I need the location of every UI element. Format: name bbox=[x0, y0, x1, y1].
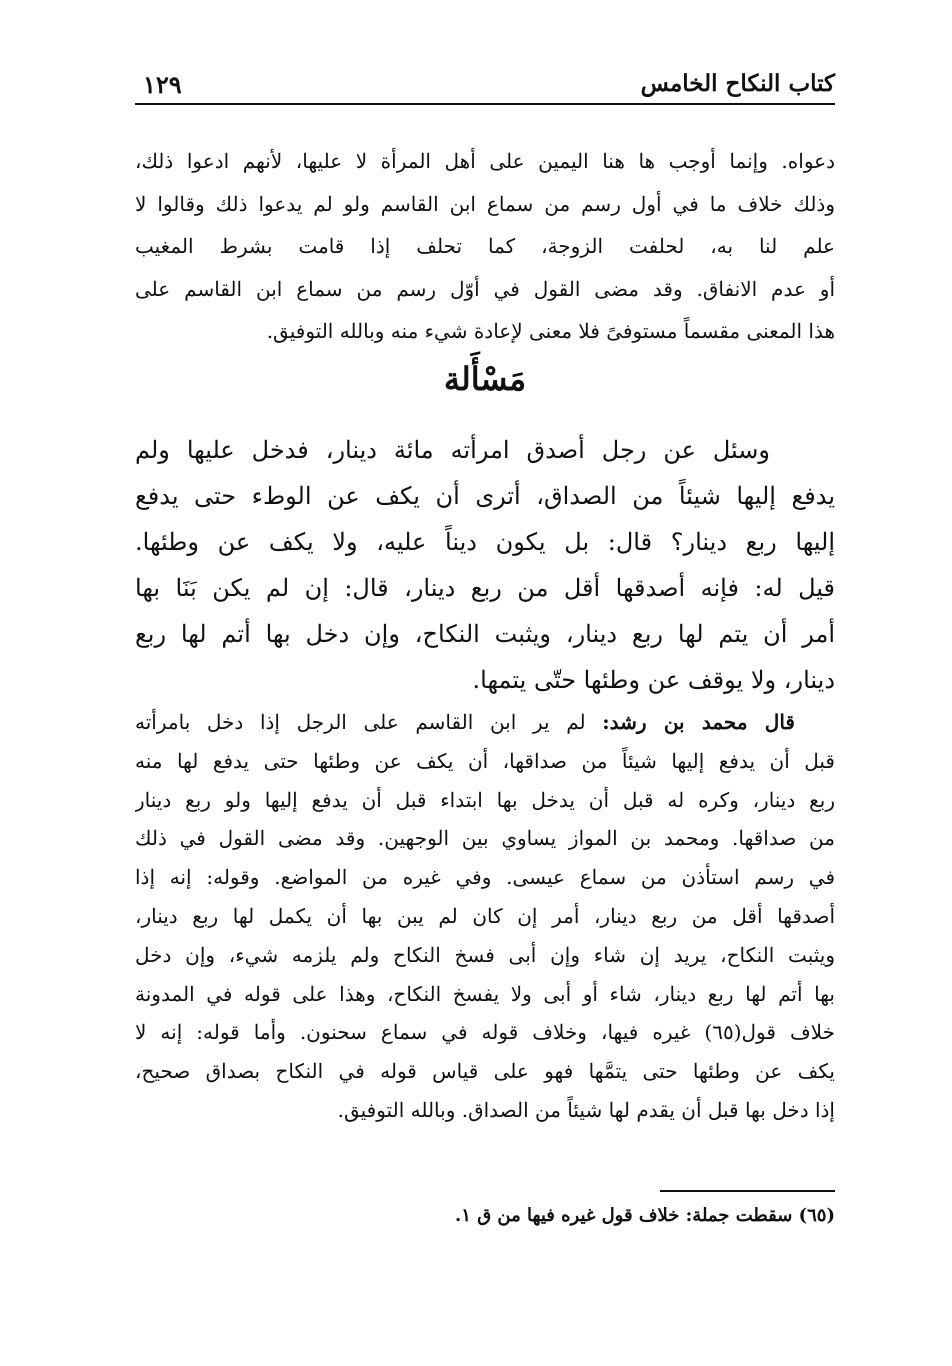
commentary-first-line: لم ير ابن القاسم على الرجل إذا دخل بامرأته bbox=[135, 710, 603, 734]
header-divider bbox=[135, 103, 835, 105]
section-heading: مَسْأَلة bbox=[443, 360, 527, 398]
text-line: أو عدم الانفاق. وقد مضى القول في أوّل رسم من سماع ابن القاسم على bbox=[135, 276, 835, 301]
footnote: (٦٥) سقطت جملة: خلاف قول غيره فيها من ق ١. bbox=[454, 1205, 835, 1226]
intro-paragraph bbox=[135, 140, 835, 353]
text-line: ويثبت النكاح، يريد إن شاء وإن أبى فسخ النكاح ولم يلزمه شيء، وإن دخل bbox=[135, 942, 835, 967]
page-header bbox=[135, 62, 835, 102]
text-line: أمر أن يتم لها ربع دينار، ويثبت النكاح، وإن دخل بها أتم لها ربع bbox=[135, 620, 835, 648]
text-line: قبل أن يدفع إليها شيئاً من صداقها، أن يكف عن وطئها حتى يدفع لها منه bbox=[135, 748, 835, 773]
text-line: في رسم استأذن من سماع عيسى. وفي غيره من المواضع. وقوله: إنه إذا bbox=[135, 865, 835, 890]
text-line bbox=[135, 703, 835, 742]
text-line: وسئل عن رجل أصدق امرأته مائة دينار، فدخل عليها ولم bbox=[135, 436, 770, 464]
text-line: إليها ربع دينار؟ قال: بل يكون ديناً عليه، ولا يكف عن وطئها. bbox=[135, 528, 835, 556]
commentary-lead: قال محمد بن رشد: bbox=[602, 710, 795, 734]
page-number: ١٢٩ bbox=[143, 70, 182, 99]
text-line: قيل له: فإنه أصدقها أقل من ربع دينار، قال: إن لم يكن بَنَا بها bbox=[135, 574, 835, 602]
text-line: أصدقها أقل من ربع دينار، أمر إن كان لم يبن بها أن يكمل لها ربع دينار، bbox=[135, 903, 835, 928]
text-line: دعواه. وإنما أوجب ها هنا اليمين على أهل المرأة لا عليها، لأنهم ادعوا ذلك، bbox=[135, 149, 835, 173]
text-line: علم لنا به، لحلفت الزوجة، كما تحلف إذا قامت بشرط المغيب bbox=[135, 234, 835, 258]
question-paragraph bbox=[135, 427, 835, 703]
text-line: خلاف قول(٦٥) غيره فيها، وخلاف قوله في سماع سحنون. وأما قوله: إنه لا bbox=[135, 1020, 835, 1045]
text-line: يدفع إليها شيئاً من الصداق، أترى أن يكف عن الوطء حتى يدفع bbox=[135, 482, 835, 510]
text-line: بها أتم لها ربع دينار، شاء أو أبى ولا يفسخ النكاح، وهذا على قوله في المدونة bbox=[135, 981, 835, 1006]
text-line: إذا دخل بها قبل أن يقدم لها شيئاً من الصداق. وبالله التوفيق. bbox=[337, 1097, 835, 1122]
chapter-title: كتاب النكاح الخامس bbox=[640, 70, 835, 97]
text-line: من صداقها. ومحمد بن المواز يساوي بين الوجهين. وقد مضى القول في ذلك bbox=[135, 826, 835, 851]
text-line: هذا المعنى مقسماً مستوفىً فلا معنى لإعادة شيء منه وبالله التوفيق. bbox=[266, 319, 835, 343]
text-line: ربع دينار، وكره له قبل أن يدخل بها ابتداء قبل أن يدفع إليها ولو ربع دينار bbox=[135, 787, 835, 812]
text-line: دينار، ولا يوقف عن وطئها حتّى يتمها. bbox=[472, 666, 835, 694]
footnote-divider bbox=[660, 1190, 835, 1192]
text-line: وذلك خلاف ما في أول رسم من سماع ابن القاسم ولو لم يدعوا ذلك وقالوا لا bbox=[135, 191, 835, 216]
text-line: يكف عن وطئها حتى يتمَّها فهو على قياس قوله في النكاح بصداق صحيح، bbox=[135, 1059, 835, 1084]
commentary-paragraph bbox=[135, 703, 835, 1130]
